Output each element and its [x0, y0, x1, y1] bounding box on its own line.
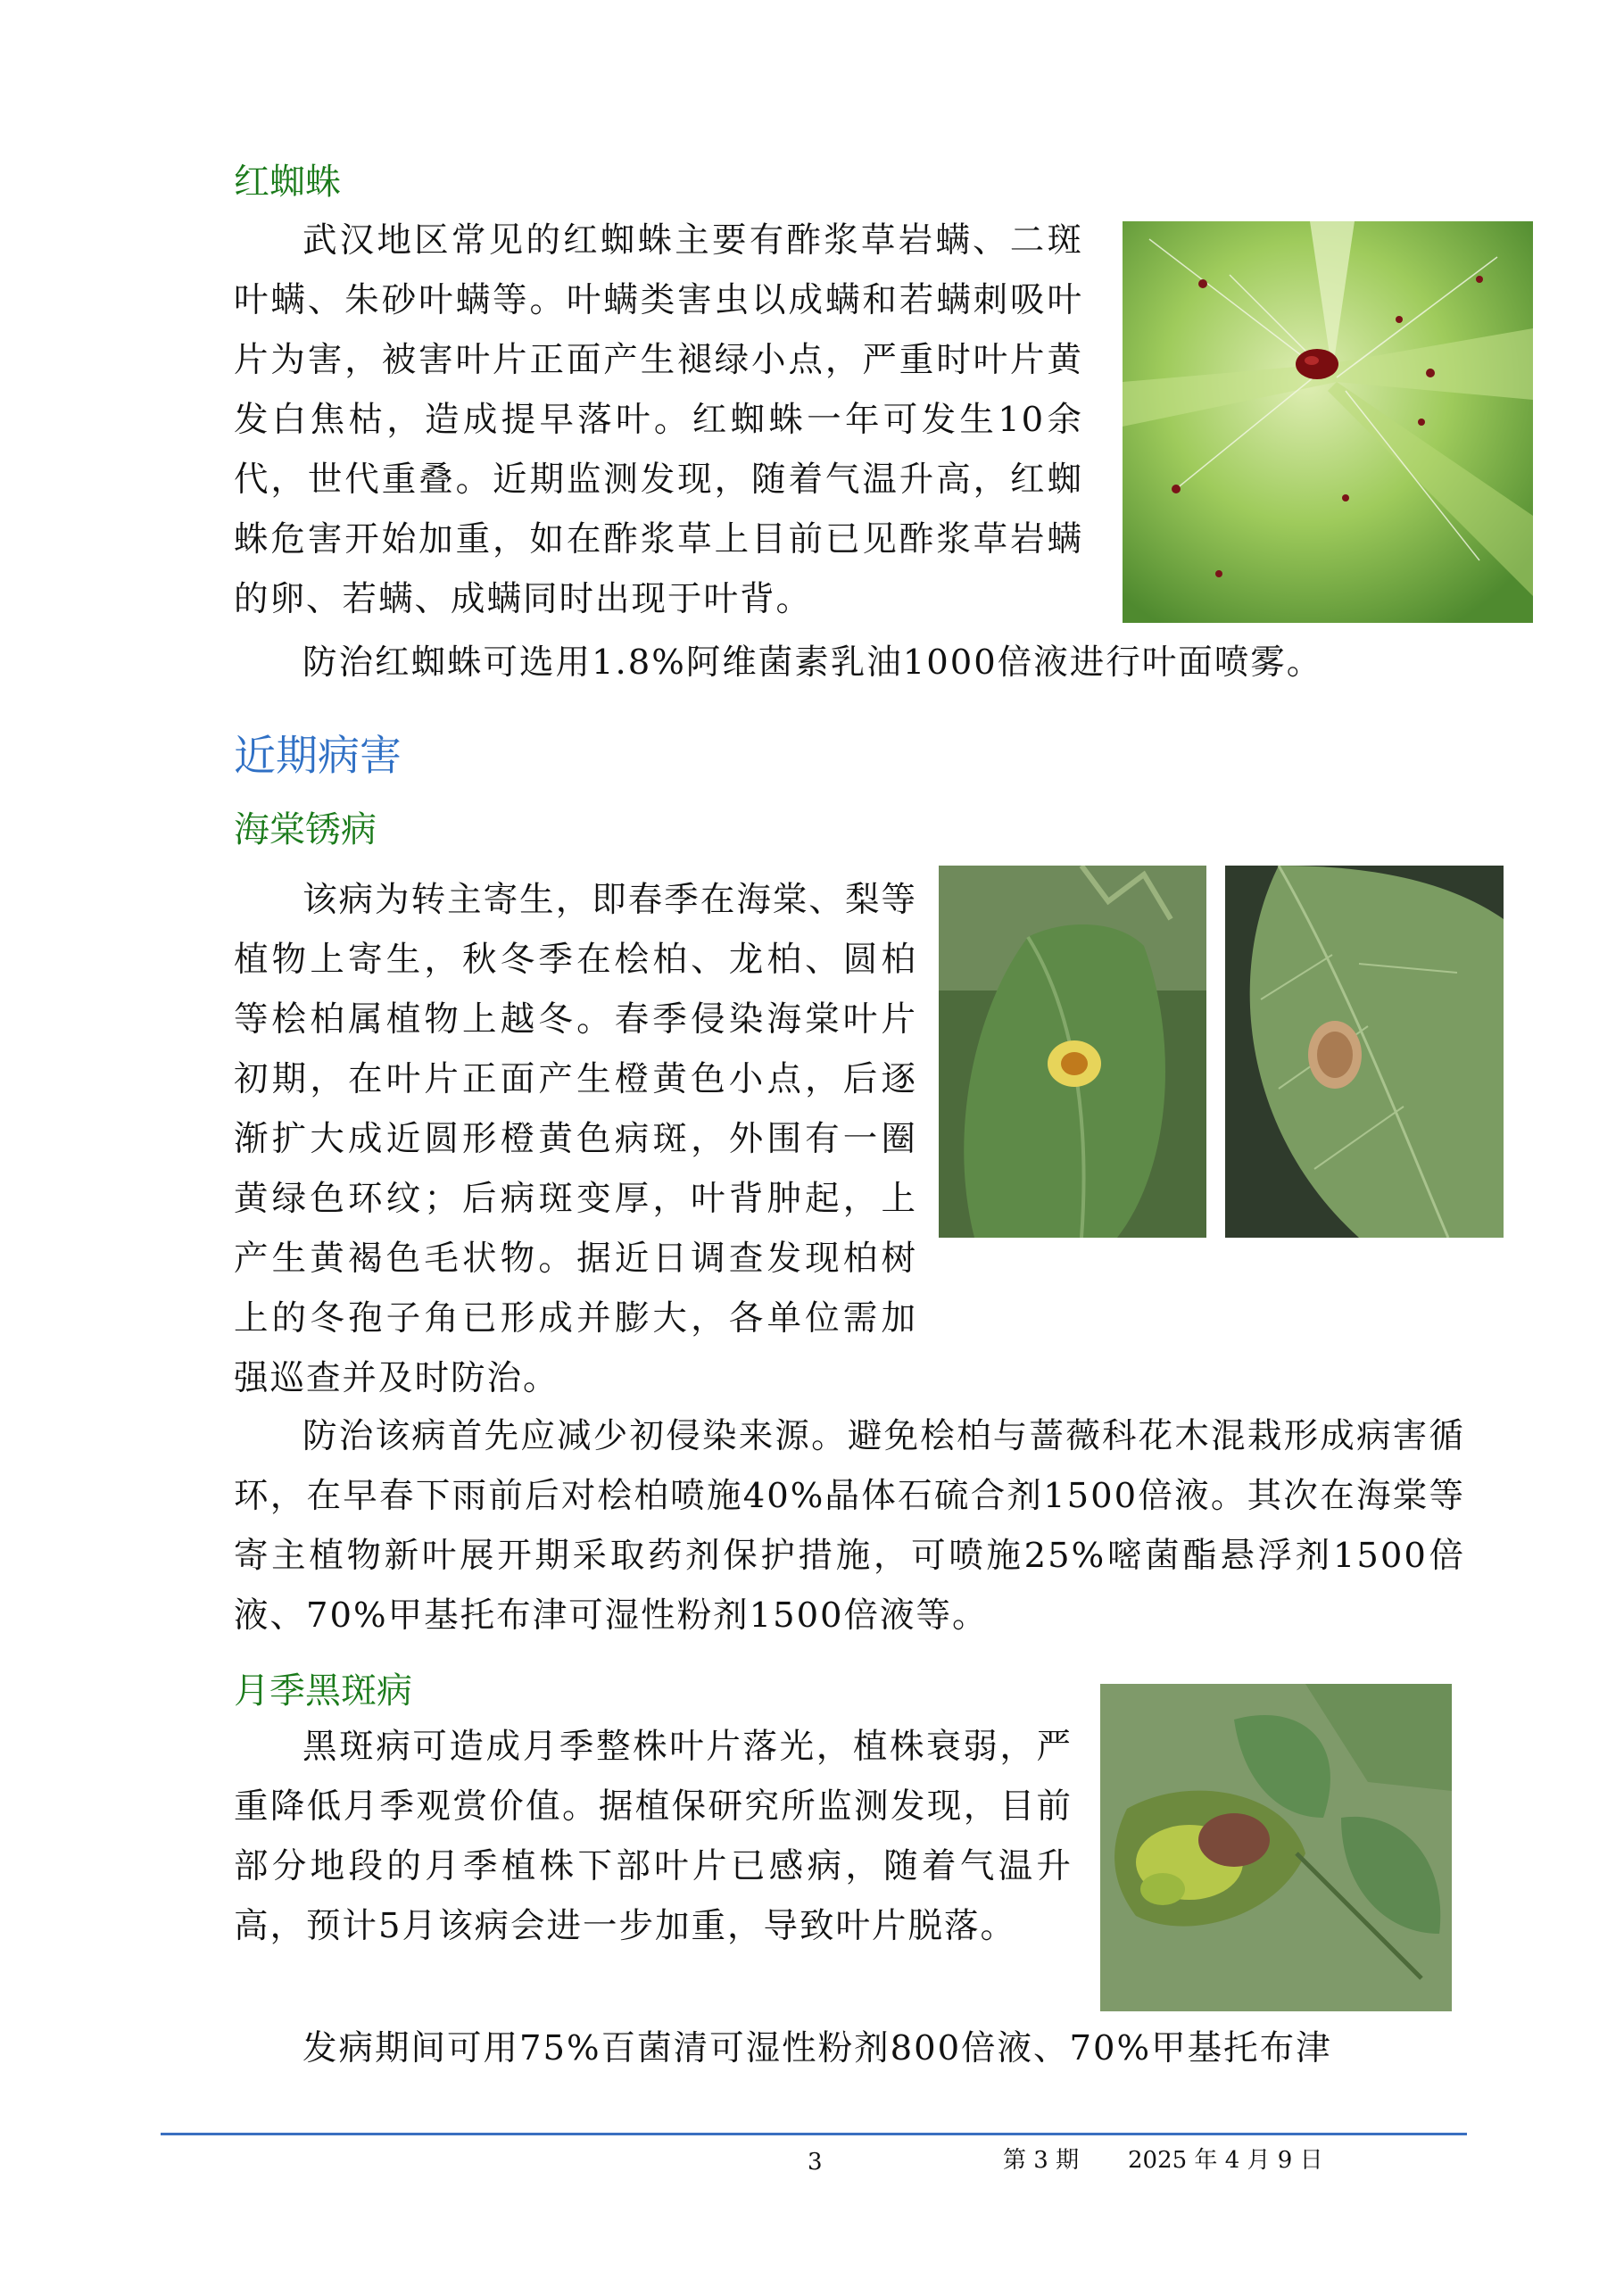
red-spider-photo: [1123, 221, 1533, 623]
rust-photo-left: [939, 866, 1219, 1238]
issue-date: 2025 年 4 月 9 日: [1128, 2147, 1323, 2174]
issue-number: 第 3 期: [1003, 2147, 1080, 2174]
red-spider-paragraph-1: 武汉地区常见的红蜘蛛主要有酢浆草岩螨、二斑叶螨、朱砂叶螨等。叶螨类害虫以成螨和若螨刺吸叶片为害，被害叶片正面产生褪绿小点，严重时叶片黄发白焦枯，造成提早落叶。红蜘蛛一年可发生10余代，世代重叠。近期监测发现，随着气温升高，红蜘蛛危害开始加重，如在酢浆草上目前已见酢浆草岩螨的卵、若螨、成螨同时出现于叶背。: [234, 220, 1083, 619]
crabapple-rust-paragraph-1: 该病为转主寄生，即春季在海棠、梨等植物上寄生，秋冬季在桧柏、龙柏、圆柏等桧柏属植物上越冬。春季侵染海棠叶片初期，在叶片正面产生橙黄色小点，后逐渐扩大成近圆形橙黄色病斑，外围有一圈黄绿色环纹；后病斑变厚，叶背肿起，上产生黄褐色毛状物。据近日调查发现柏树上的冬孢子角已形成并膨大，各单位需加强巡查并及时防治。: [234, 880, 917, 1398]
red-spider-paragraph-2: 防治红蜘蛛可选用1.8%阿维菌素乳油1000倍液进行叶面喷雾。: [302, 642, 1323, 683]
section-heading-red-spider: 红蜘蛛: [234, 162, 341, 203]
rose-black-spot-paragraph-2: 发病期间可用75%百菌清可湿性粉剂800倍液、70%甲基托布津: [302, 2028, 1332, 2068]
section-heading-recent-diseases: 近期病害: [234, 732, 402, 781]
rose-black-spot-paragraph-1: 黑斑病可造成月季整株叶片落光，植株衰弱，严重降低月季观赏价值。据植保研究所监测发现，目前部分地段的月季植株下部叶片已感病，随着气温升高，预计5月该病会进一步加重，导致叶片脱落。: [234, 1727, 1073, 1946]
footer-rule: [161, 2133, 1467, 2135]
section-heading-crabapple-rust: 海棠锈病: [234, 809, 377, 850]
page-number: 3: [808, 2149, 823, 2176]
section-heading-rose-black-spot: 月季黑斑病: [234, 1670, 412, 1712]
crabapple-rust-paragraph-2: 防治该病首先应减少初侵染来源。避免桧柏与蔷薇科花木混栽形成病害循环，在早春下雨前后对桧柏喷施40%晶体石硫合剂1500倍液。其次在海棠等寄主植物新叶展开期采取药剂保护措施，可喷施25%嘧菌酯悬浮剂1500倍液、70%甲基托布津可湿性粉剂1500倍液等。: [234, 1416, 1465, 1636]
black-spot-photo: [1100, 1684, 1452, 2011]
rust-photo-right: [1225, 866, 1504, 1238]
